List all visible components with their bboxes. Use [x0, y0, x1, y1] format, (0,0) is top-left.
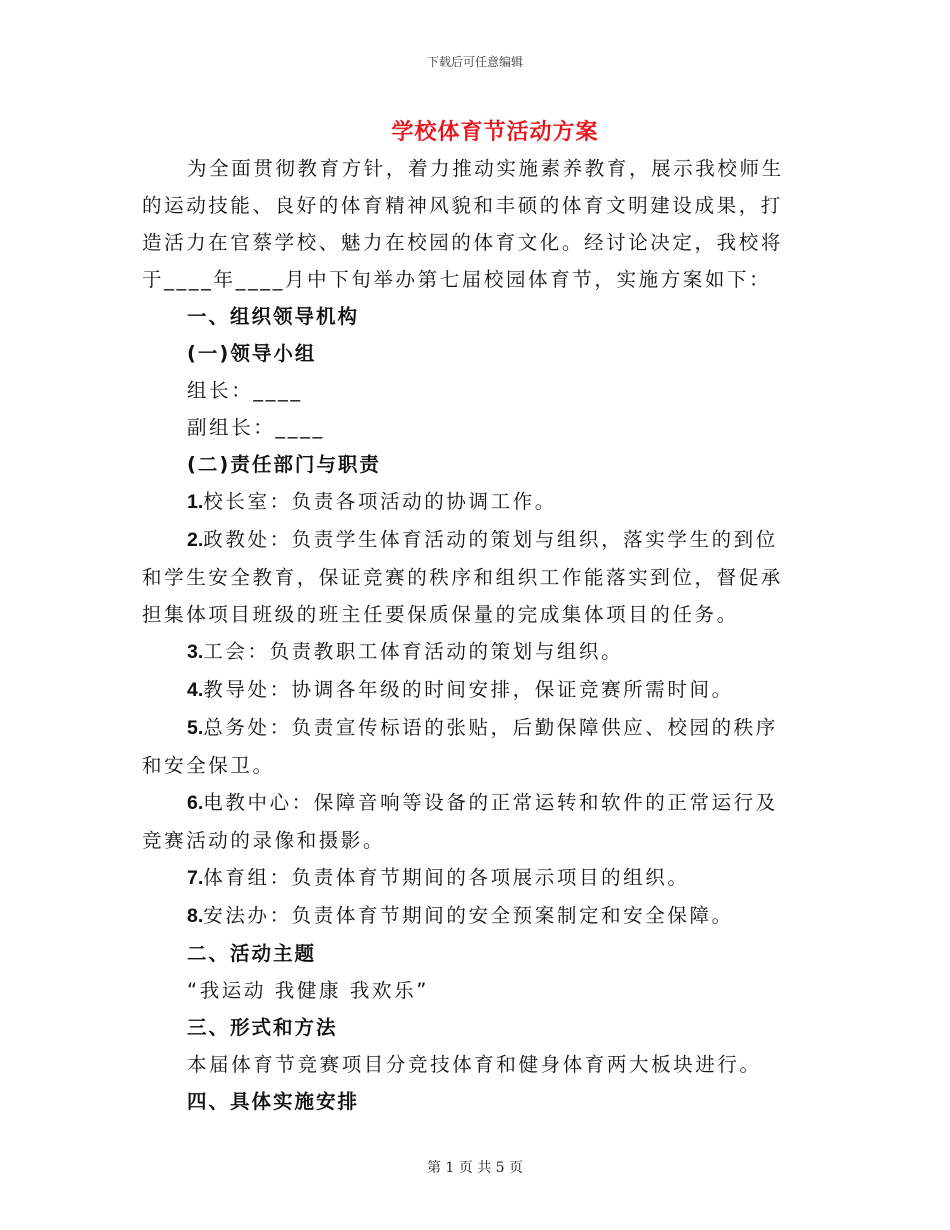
duty-item-number: 4. [187, 679, 204, 701]
document-title: 学校体育节活动方案 [391, 120, 599, 145]
duty-item-number: 3. [187, 641, 204, 663]
duty-item-number: 7. [187, 867, 204, 889]
duty-item-text: 工会：负责教职工体育活动的策划与组织。 [203, 640, 624, 663]
duty-item-text: 政教处：负责学生体育活动的策划与组织，落实学生的到位和学生安全教育，保证竞赛的秩序和组织工作能落实到位，督促承担集体项目班级的班主任要保质保量的完成集体项目的任务。 [142, 528, 783, 626]
duty-item [142, 709, 797, 784]
duty-item-number: 5. [187, 717, 204, 739]
section-3-heading: 三、形式和方法 [187, 1016, 338, 1039]
format-method-text: 本届体育节竞赛项目分竞技体育和健身体育两大板块进行。 [187, 1053, 762, 1076]
duty-item [142, 633, 797, 671]
duty-item-text: 电教中心：保障音响等设备的正常运转和软件的正常运行及竞赛活动的录像和摄影。 [142, 791, 778, 852]
duty-item-number: 1. [187, 491, 204, 513]
section-4-heading: 四、具体实施安排 [187, 1090, 360, 1113]
header-note: 下载后可任意编辑 [426, 55, 523, 69]
duty-item [142, 897, 797, 935]
document-body [142, 150, 797, 1120]
duty-item [142, 671, 797, 709]
duty-item-text: 安法办：负责体育节期间的安全预案制定和安全保障。 [203, 904, 734, 927]
leader-line: 组长：____ [187, 379, 303, 402]
section-1-heading: 一、组织领导机构 [187, 305, 360, 328]
vice-leader-line: 副组长：____ [187, 416, 325, 439]
duty-item [142, 784, 797, 859]
section-2-heading: 二、活动主题 [187, 942, 317, 965]
subsection-leadership-group: (一)领导小组 [187, 342, 317, 365]
duty-item-text: 体育组：负责体育节期间的各项展示项目的组织。 [203, 866, 690, 889]
duty-item-text: 校长室：负责各项活动的协调工作。 [203, 490, 557, 513]
duty-item [142, 521, 797, 633]
duty-item-number: 2. [187, 529, 204, 551]
duty-item [142, 859, 797, 897]
page-footer: 第 1 页 共 5 页 [426, 1160, 524, 1176]
intro-paragraph: 为全面贯彻教育方针，着力推动实施素养教育，展示我校师生的运动技能、良好的体育精神风貌和丰硕的体育文明建设成果，打造活力在官蔡学校、魅力在校园的体育文化。经讨论决定，我校将于____年____月中下旬举办第七届校园体育节，实施方案如下： [142, 157, 784, 291]
duty-item-text: 教导处：协调各年级的时间安排，保证竞赛所需时间。 [203, 678, 734, 701]
duty-item [142, 483, 797, 521]
duty-item-text: 总务处：负责宣传标语的张贴，后勤保障供应、校园的秩序和安全保卫。 [142, 716, 778, 777]
subsection-departments: (二)责任部门与职责 [187, 453, 381, 476]
activity-theme: “我运动 我健康 我欢乐” [187, 979, 429, 1002]
duty-item-number: 6. [187, 792, 204, 814]
duty-item-number: 8. [187, 905, 204, 927]
